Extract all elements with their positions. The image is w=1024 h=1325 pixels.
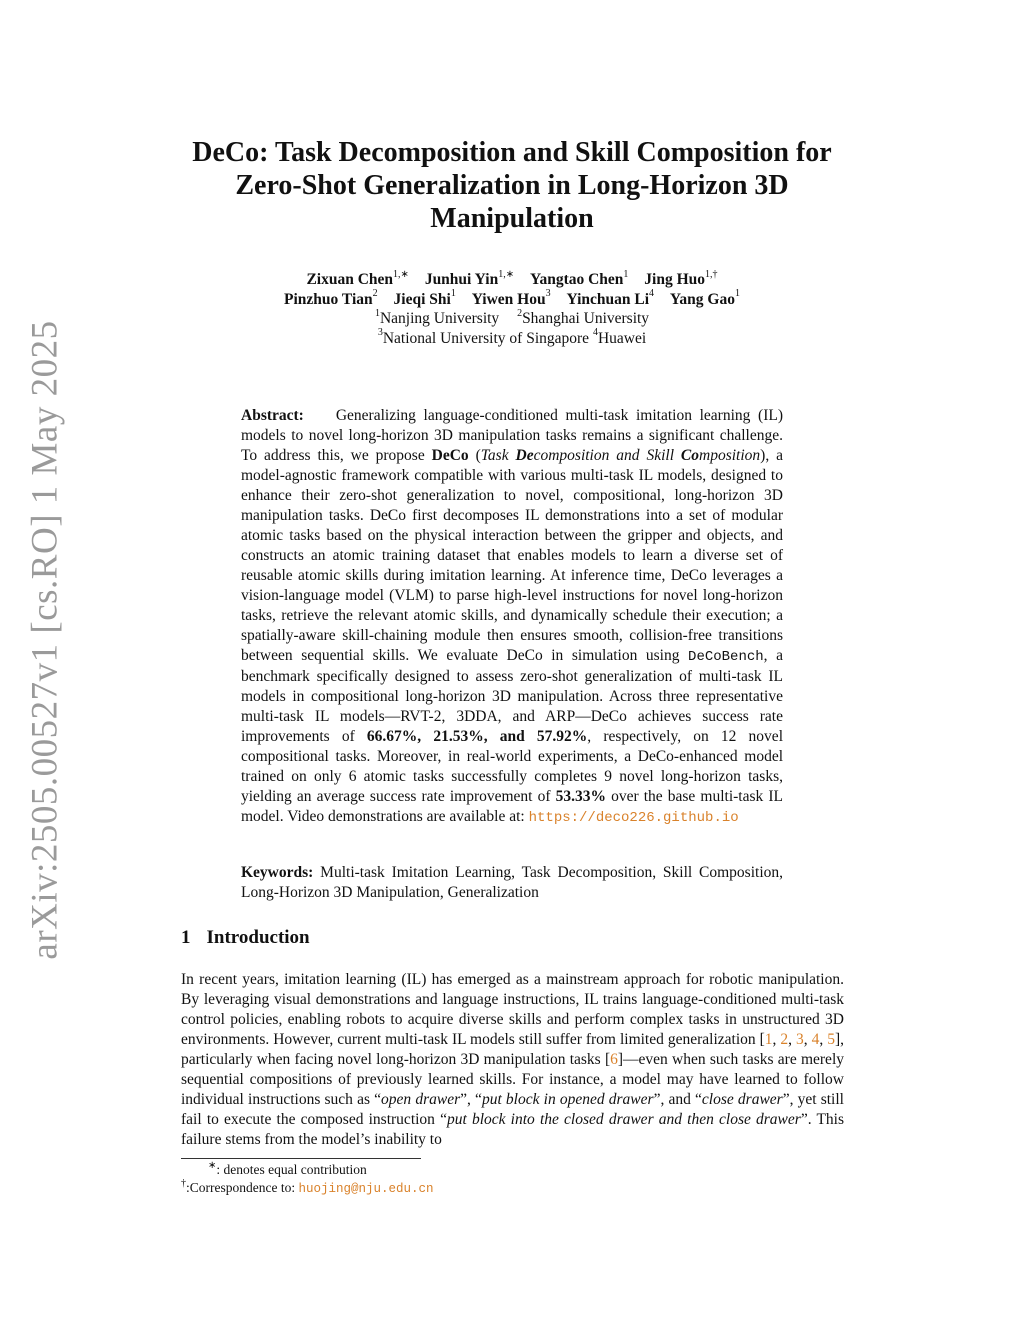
affiliation-row: [172, 329, 852, 349]
project-url-link[interactable]: https://deco226.github.io: [528, 810, 739, 826]
citation-link[interactable]: 2: [780, 1031, 789, 1048]
keywords: [241, 863, 783, 903]
affiliation: $^1$Nanjing University: [374, 307, 500, 327]
affiliation: $^2$Shanghai University: [517, 307, 650, 327]
arxiv-identifier-stamp: arXiv:2505.00527v1 [cs.RO] 1 May 2025: [24, 320, 66, 960]
email-link[interactable]: huojing@nju.edu.cn: [298, 1182, 434, 1196]
title-line: Manipulation: [430, 203, 594, 234]
improvement-rates: 66.67%, 21.53%, and 57.92%: [366, 728, 588, 745]
author-row: [172, 270, 852, 290]
author-name: Pinzhuo Tian$^2$: [284, 288, 378, 308]
section-heading-introduction: 1 Introduction: [181, 927, 310, 948]
author-name: Yinchuan Li$^4$: [566, 288, 655, 308]
footnotes: [181, 1161, 434, 1198]
title-line: Zero-Shot Generalization in Long-Horizon 3D: [235, 170, 789, 201]
author-name: Zixuan Chen$^{1,∗}$: [306, 268, 409, 288]
author-name: Yiwen Hou$^3$: [471, 288, 551, 308]
method-name: DeCo: [431, 447, 469, 464]
keywords-text: Multi-task Imitation Learning, Task Decomposition, Skill Composition, Long-Horizon 3D Manipulation, Generalization: [241, 864, 784, 901]
citation-link[interactable]: 4: [811, 1031, 820, 1048]
introduction-paragraph: In recent years, imitation learning (IL) has emerged as a mainstream approach for robotic manipulation. By leveraging visual demonstrations and language instructions, IL trains language-conditioned multi-task control policies, enabling robots to acquire diverse skills and perform complex tasks in unstructured 3D environments. However, current multi-task IL models still suffer from limited generalization [1, 2, 3, 4, 5], particularly when facing novel long-horizon 3D manipulation tasks [6]—even when such tasks are merely sequential compositions of previously learned skills. For instance, a model may have learned to follow individual instructions such as “open drawer”, “put block in opened drawer”, and “close drawer”, yet still fail to execute the composed instruction “put block into the closed drawer and then close drawer”. This failure stems from the model’s inability to: [181, 971, 845, 1148]
abstract-label: Abstract:: [241, 407, 304, 424]
average-improvement: 53.33%: [555, 788, 606, 805]
abstract: Abstract: Generalizing language-conditioned multi-task imitation learning (IL) models to novel long-horizon 3D manipulation tasks remains a significant challenge. To address this, we propose DeCo (Task Decomposition and Skill Composition), a model-agnostic framework compatible with various multi-task IL models, designed to enhance their zero-shot generalization to novel, compositional, long-horizon 3D manipulation tasks. DeCo first decomposes IL demonstrations into a set of modular atomic tasks based on the physical interaction between the gripper and objects, and constructs an atomic training dataset that enables models to learn a diverse set of reusable atomic skills during imitation learning. At inference time, DeCo leverages a vision-language model (VLM) to parse high-level instructions for novel long-horizon tasks, retrieve the relevant atomic skills, and dynamically schedule their execution; a spatially-aware skill-chaining module then ensures smooth, collision-free transitions between sequential skills. We evaluate DeCo in simulation using DeCoBench, a benchmark specifically designed to assess zero-shot generalization of multi-task IL models in compositional long-horizon 3D manipulation. Across three representative multi-task IL models—RVT-2, 3DDA, and ARP—DeCo achieves success rate improvements of 66.67%, 21.53%, and 57.92%, respectively, on 12 novel compositional tasks. Moreover, in real-world experiments, a DeCo-enhanced model trained on only 6 atomic tasks successfully completes 9 novel long-horizon tasks, yielding an average success rate improvement of 53.33% over the base multi-task IL model. Video demonstrations are available at: https://deco226.github.io: [241, 407, 784, 826]
citation-link[interactable]: 3: [796, 1031, 804, 1048]
citation-link[interactable]: 1: [764, 1031, 773, 1048]
benchmark-name: DeCoBench: [688, 649, 764, 665]
affiliation: $^4$Huawei: [592, 327, 647, 347]
author-name: Jing Huo$^{1,\dagger}$: [644, 268, 718, 288]
citation-link[interactable]: 5: [827, 1031, 835, 1048]
citation-link[interactable]: 6: [610, 1051, 618, 1068]
author-row: [172, 290, 852, 310]
affiliation-row: [172, 309, 852, 329]
footnote-correspondence: †:Correspondence to: huojing@nju.edu.cn: [181, 1177, 434, 1196]
keywords-label: Keywords:: [241, 864, 314, 881]
author-name: Yangtao Chen$^1$: [529, 268, 629, 288]
author-name: Jieqi Shi$^1$: [393, 288, 456, 308]
author-name: Yang Gao$^1$: [669, 288, 740, 308]
affiliation: $^3$National University of Singapore: [377, 327, 590, 347]
paper-title: [172, 136, 852, 235]
footnote-equal-contribution: ∗: denotes equal contribution: [208, 1159, 367, 1177]
author-name: Junhui Yin$^{1,∗}$: [424, 268, 515, 288]
footnote-divider: [181, 1158, 421, 1159]
author-block: [172, 270, 852, 348]
title-line: DeCo: Task Decomposition and Skill Composition for: [192, 137, 832, 168]
